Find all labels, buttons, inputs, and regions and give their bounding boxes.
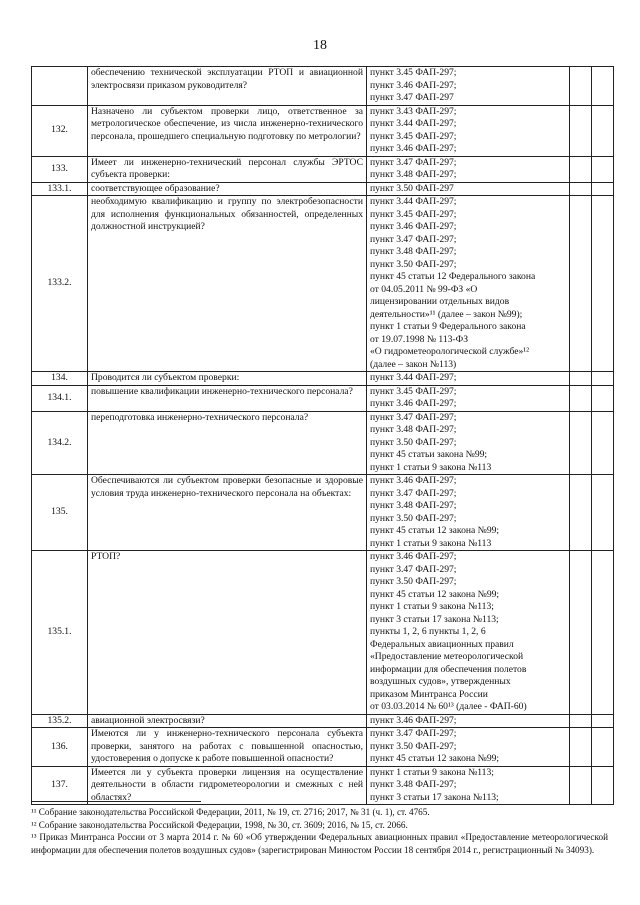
question-cell bbox=[88, 196, 367, 372]
reference-line: пункт 3.46 ФАП-297; bbox=[370, 551, 457, 562]
footnote-11: ¹¹ Собрание законодательства Российской Федерации, 2011, № 19, ст. 2716; 2017, № 31 (ч. 1), ст. 4765. bbox=[31, 807, 430, 817]
question-cell bbox=[88, 551, 367, 715]
reference-line: от 04.05.2011 № 99-ФЗ «О bbox=[370, 283, 478, 295]
answer-cell-yes[interactable] bbox=[570, 728, 592, 767]
answer-cell-yes[interactable] bbox=[570, 551, 592, 715]
reference-line: пункт 1 статьи 9 Федерального закона bbox=[370, 321, 526, 332]
reference-cell bbox=[367, 551, 570, 715]
question-text: Имеется ли у субъекта проверки лицензия на осуществление деятельности в области гидрометеорологии и смежных с ней областях? bbox=[91, 766, 363, 803]
reference-line: Федеральных авиационных правил bbox=[370, 638, 514, 650]
table-row bbox=[32, 714, 614, 728]
question-cell bbox=[88, 714, 367, 728]
reference-line: пункт 3.50 ФАП-297; bbox=[370, 576, 457, 587]
question-cell bbox=[88, 385, 367, 411]
row-number: 134. bbox=[32, 372, 88, 386]
row-number bbox=[32, 67, 88, 106]
reference-line: пункт 1 статьи 9 закона №113; bbox=[370, 766, 494, 778]
reference-line: пункт 45 статьи 12 Федерального закона bbox=[370, 271, 536, 282]
table-row bbox=[32, 385, 614, 411]
reference-line: пункт 3.48 ФАП-297; bbox=[370, 246, 457, 257]
question-text: Обеспечиваются ли субъектом проверки безопасные и здоровые условия труда инженерно-технического персонала на объектах: bbox=[91, 475, 363, 499]
reference-cell bbox=[367, 196, 570, 372]
question-text: переподготовка инженерно-технического персонала? bbox=[91, 411, 309, 423]
reference-line: пункт 3.50 ФАП-297; bbox=[370, 740, 457, 752]
reference-line: пункт 3.47 ФАП-297; bbox=[370, 233, 457, 245]
reference-line: пункт 3.47 ФАП-297; bbox=[370, 156, 457, 168]
row-number: 134.2. bbox=[32, 411, 88, 475]
reference-line: пункт 3.50 ФАП-297; bbox=[370, 436, 457, 448]
answer-cell-no[interactable] bbox=[592, 156, 614, 182]
reference-line: пункт 3.45 ФАП-297; bbox=[370, 208, 457, 220]
answer-cell-yes[interactable] bbox=[570, 182, 592, 196]
reference-line: от 03.03.2014 № 60¹³ (далее - ФАП-60) bbox=[370, 701, 527, 712]
answer-cell-yes[interactable] bbox=[570, 105, 592, 156]
reference-line: пункт 3.45 ФАП-297; bbox=[370, 130, 457, 142]
reference-line: (далее – закон №113) bbox=[370, 358, 457, 370]
reference-line: пункт 3.48 ФАП-297; bbox=[370, 500, 457, 511]
table-row bbox=[32, 67, 614, 106]
answer-cell-no[interactable] bbox=[592, 182, 614, 196]
answer-cell-no[interactable] bbox=[592, 385, 614, 411]
footnotes bbox=[31, 806, 608, 856]
checklist-table bbox=[31, 66, 614, 805]
answer-cell-yes[interactable] bbox=[570, 196, 592, 372]
reference-line: пункт 3.47 ФАП-297 bbox=[370, 92, 454, 103]
reference-line: пункт 45 статьи 12 закона №99; bbox=[370, 753, 500, 764]
footnote-13: ¹³ Приказ Минтранса России от 3 марта 2014 г. № 60 «Об утверждении Федеральных авиационных правил «Предоставление метеорологической информации для обеспечения полетов воздушных судов» (зарегистрирован Минюстом России 18 сентября 2014 г., регистрационный № 34093). bbox=[31, 832, 608, 855]
reference-line: пункты 1, 2, 6 пункты 1, 2, 6 bbox=[370, 626, 486, 637]
reference-line: пункт 3.47 ФАП-297; bbox=[370, 411, 457, 423]
reference-line: приказом Минтранса России bbox=[370, 688, 488, 700]
reference-cell bbox=[367, 385, 570, 411]
row-number: 137. bbox=[32, 766, 88, 805]
question-cell bbox=[88, 372, 367, 386]
reference-line: пункт 45 статьи 12 закона №99; bbox=[370, 588, 500, 600]
reference-cell bbox=[367, 182, 570, 196]
answer-cell-no[interactable] bbox=[592, 714, 614, 728]
reference-line: пункт 3 статьи 17 закона №113; bbox=[370, 613, 499, 625]
question-cell bbox=[88, 156, 367, 182]
answer-cell-no[interactable] bbox=[592, 105, 614, 156]
reference-line: пункт 3.46 ФАП-297; bbox=[370, 221, 457, 232]
question-text: Назначено ли субъектом проверки лицо, ответственное за метрологическое обеспечение, из числа инженерно-технического персонала, прошедшего специальную подготовку по метрологии? bbox=[91, 105, 363, 142]
table-row bbox=[32, 475, 614, 551]
question-cell bbox=[88, 105, 367, 156]
reference-line: информации для обеспечения полетов bbox=[370, 663, 527, 675]
reference-line: пункт 3.45 ФАП-297; bbox=[370, 67, 457, 78]
table-row bbox=[32, 156, 614, 182]
answer-cell-yes[interactable] bbox=[570, 714, 592, 728]
question-text: РТОП? bbox=[91, 551, 121, 562]
table-row bbox=[32, 411, 614, 475]
table-row bbox=[32, 196, 614, 372]
answer-cell-no[interactable] bbox=[592, 372, 614, 386]
reference-line: пункт 3.46 ФАП-297; bbox=[370, 143, 457, 154]
answer-cell-no[interactable] bbox=[592, 475, 614, 551]
question-text: авиационной электросвязи? bbox=[91, 714, 205, 726]
row-number: 135.1. bbox=[32, 551, 88, 715]
reference-line: пункт 3.50 ФАП-297 bbox=[370, 182, 454, 194]
reference-line: пункт 3.44 ФАП-297; bbox=[370, 372, 457, 383]
answer-cell-yes[interactable] bbox=[570, 385, 592, 411]
reference-line: пункт 3.44 ФАП-297; bbox=[370, 118, 457, 129]
page-number: 18 bbox=[313, 38, 327, 53]
reference-line: пункт 3.50 ФАП-297; bbox=[370, 512, 457, 524]
question-cell bbox=[88, 182, 367, 196]
reference-line: пункт 3.47 ФАП-297; bbox=[370, 728, 457, 739]
reference-cell bbox=[367, 67, 570, 106]
row-number: 133.1. bbox=[32, 182, 88, 196]
reference-line: пункт 45 статьи закона №99; bbox=[370, 449, 488, 460]
reference-line: пункт 3.47 ФАП-297; bbox=[370, 563, 457, 575]
reference-line: лицензировании отдельных видов bbox=[370, 296, 510, 307]
reference-line: пункт 3.48 ФАП-297; bbox=[370, 779, 457, 790]
reference-cell bbox=[367, 372, 570, 386]
reference-line: пункт 3.46 ФАП-297; bbox=[370, 398, 457, 409]
reference-line: пункт 3.46 ФАП-297; bbox=[370, 475, 457, 486]
checklist-table-body bbox=[32, 67, 614, 805]
question-text: Проводится ли субъектом проверки: bbox=[91, 372, 240, 383]
table-row bbox=[32, 105, 614, 156]
reference-line: пункт 3 статьи 17 закона №113; bbox=[370, 791, 499, 803]
reference-line: пункт 3.50 ФАП-297; bbox=[370, 258, 457, 270]
row-number: 133. bbox=[32, 156, 88, 182]
reference-line: пункт 3.43 ФАП-297; bbox=[370, 105, 457, 117]
question-text: Имеются ли у инженерно-технического персонала субъекта проверки, занятого на работах с повышенной опасностью, удостоверения о допуске к работе повышенной опасности? bbox=[91, 728, 363, 764]
reference-cell bbox=[367, 156, 570, 182]
answer-cell-no[interactable] bbox=[592, 411, 614, 475]
reference-line: пункт 1 статьи 9 закона №113; bbox=[370, 601, 494, 612]
reference-cell bbox=[367, 475, 570, 551]
footnote-separator bbox=[31, 801, 201, 802]
answer-cell-yes[interactable] bbox=[570, 766, 592, 805]
reference-cell bbox=[367, 728, 570, 767]
footnote-12: ¹² Собрание законодательства Российской Федерации, 1998, № 30, ст. 3609; 2016, № 15, ст. 2066. bbox=[31, 819, 408, 830]
reference-line: пункт 1 статьи 9 закона №113 bbox=[370, 537, 492, 549]
question-cell bbox=[88, 475, 367, 551]
question-text: соответствующее образование? bbox=[91, 182, 220, 194]
reference-line: деятельности»¹¹ (далее – закон №99); bbox=[370, 308, 523, 320]
reference-line: пункт 3.46 ФАП-297; bbox=[370, 79, 457, 91]
reference-line: пункт 1 статьи 9 закона №113 bbox=[370, 461, 492, 473]
row-number: 132. bbox=[32, 105, 88, 156]
question-text: необходимую квалификацию и группу по электробезопасности для исполнения функциональных обязанностей, определенных должностной инструкцией? bbox=[91, 196, 363, 232]
reference-cell bbox=[367, 714, 570, 728]
answer-cell-yes[interactable] bbox=[570, 411, 592, 475]
answer-cell-no[interactable] bbox=[592, 766, 614, 805]
row-number: 133.2. bbox=[32, 196, 88, 372]
answer-cell-no[interactable] bbox=[592, 67, 614, 106]
question-text: Имеет ли инженерно-технический персонал службы ЭРТОС субъекта проверки: bbox=[91, 156, 363, 180]
reference-line: пункт 3.47 ФАП-297; bbox=[370, 487, 457, 499]
reference-line: пункт 3.48 ФАП-297; bbox=[370, 424, 457, 435]
answer-cell-yes[interactable] bbox=[570, 67, 592, 106]
table-row bbox=[32, 766, 614, 805]
reference-cell bbox=[367, 411, 570, 475]
reference-line: пункт 3.46 ФАП-297; bbox=[370, 714, 457, 726]
answer-cell-yes[interactable] bbox=[570, 372, 592, 386]
question-cell bbox=[88, 766, 367, 805]
reference-line: пункт 3.48 ФАП-297; bbox=[370, 169, 457, 180]
answer-cell-yes[interactable] bbox=[570, 156, 592, 182]
reference-line: пункт 3.44 ФАП-297; bbox=[370, 196, 457, 207]
row-number: 134.1. bbox=[32, 385, 88, 411]
table-row bbox=[32, 728, 614, 767]
reference-line: «Предоставление метеорологической bbox=[370, 651, 524, 662]
reference-line: от 19.07.1998 № 113-ФЗ bbox=[370, 333, 468, 345]
row-number: 136. bbox=[32, 728, 88, 767]
answer-cell-no[interactable] bbox=[592, 551, 614, 715]
reference-cell bbox=[367, 105, 570, 156]
table-row bbox=[32, 182, 614, 196]
table-row bbox=[32, 551, 614, 715]
reference-line: пункт 45 статьи 12 закона №99; bbox=[370, 525, 500, 536]
question-cell bbox=[88, 411, 367, 475]
question-cell bbox=[88, 67, 367, 106]
question-text: обеспечению технической эксплуатации РТОП и авиационной электросвязи приказом руководителя? bbox=[91, 67, 363, 91]
table-row bbox=[32, 372, 614, 386]
answer-cell-yes[interactable] bbox=[570, 475, 592, 551]
reference-line: «О гидрометеорологической службе»¹² bbox=[370, 346, 530, 357]
reference-line: пункт 3.45 ФАП-297; bbox=[370, 385, 457, 397]
answer-cell-no[interactable] bbox=[592, 196, 614, 372]
reference-cell bbox=[367, 766, 570, 805]
question-text: повышение квалификации инженерно-технического персонала? bbox=[91, 385, 353, 397]
reference-line: воздушных судов», утвержденных bbox=[370, 676, 511, 687]
answer-cell-no[interactable] bbox=[592, 728, 614, 767]
row-number: 135. bbox=[32, 475, 88, 551]
row-number: 135.2. bbox=[32, 714, 88, 728]
question-cell bbox=[88, 728, 367, 767]
